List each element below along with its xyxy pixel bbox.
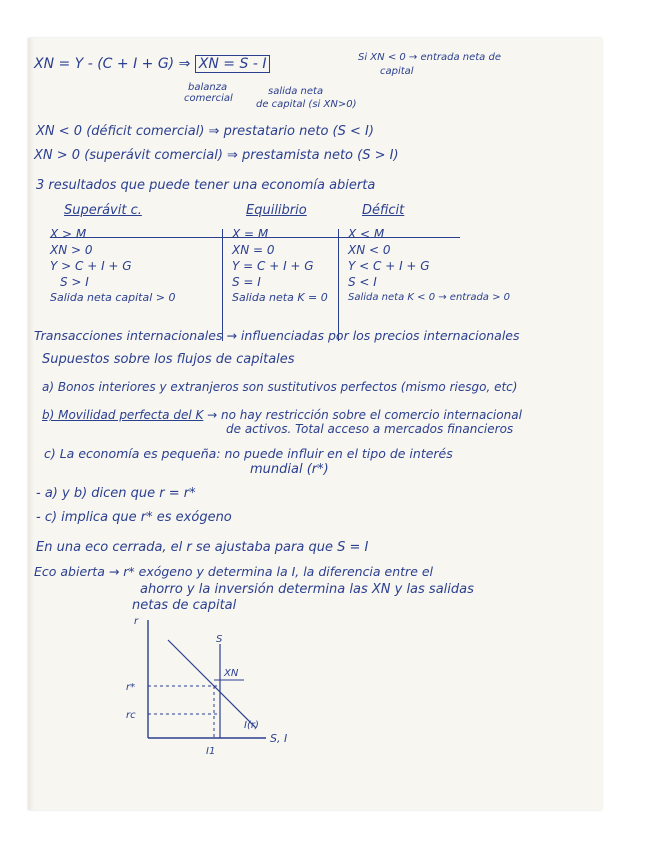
i1-label: I1: [206, 746, 216, 757]
table-cell: Y > C + I + G: [50, 259, 132, 273]
table-cell: X = M: [232, 227, 269, 241]
note-a: a) Bonos interiores y extranjeros son sustitutivos perfectos (mismo riesgo, etc): [42, 380, 518, 394]
note-abierta-2: ahorro y la inversión determina las XN y las salidas: [140, 582, 474, 597]
note-right-2: capital: [380, 66, 414, 77]
y-axis-label: r: [134, 616, 139, 627]
table-cell: Salida neta K = 0: [232, 291, 328, 304]
xn-label: XN: [224, 668, 239, 679]
note-ab: - a) y b) dicen que r = r*: [36, 486, 196, 501]
note-c-implica: - c) implica que r* es exógeno: [36, 510, 232, 525]
note-cerrada: En una eco cerrada, el r se ajustaba para que S = I: [36, 540, 369, 555]
table-cell: X > M: [50, 227, 87, 241]
label-balanza-2: comercial: [184, 93, 233, 104]
table-cell: S < I: [348, 275, 377, 289]
i-curve-label: I(r): [244, 720, 259, 731]
note-abierta-3: netas de capital: [132, 598, 237, 613]
table-column-superavit: [50, 203, 176, 306]
table-cell: S > I: [60, 275, 89, 289]
investment-curve: [168, 640, 256, 728]
r-star-label: r*: [126, 682, 136, 693]
note-c-line2: mundial (r*): [250, 462, 329, 477]
savings-investment-graph: [116, 610, 336, 760]
note-b-line1: [42, 408, 522, 422]
note-b-label: b) Movilidad perfecta del K: [42, 408, 204, 422]
table-divider-2: [338, 229, 339, 341]
note-b-line2: de activos. Total acceso a mercados financieros: [226, 422, 514, 436]
notebook-page: [28, 38, 602, 810]
results-title: 3 resultados que puede tener una economía abierta: [36, 178, 376, 193]
note-abierta-1: Eco abierta → r* exógeno y determina la I, la diferencia entre el: [34, 564, 434, 579]
table-cell: XN < 0: [348, 243, 391, 257]
equation-line: [34, 56, 270, 72]
label-salida-1: salida neta: [268, 86, 324, 97]
table-cell: Salida neta K < 0 → entrada > 0: [348, 292, 511, 303]
table-cell: XN = 0: [232, 243, 275, 257]
results-table: [50, 203, 540, 323]
label-salida-2: de capital (si XN>0): [256, 99, 357, 110]
table-cell: Y < C + I + G: [348, 259, 430, 273]
rule-deficit: XN < 0 (déficit comercial) ⇒ prestatario neto (S < I): [36, 124, 374, 139]
equation-box: XN = S - I: [195, 55, 271, 73]
table-cell: X < M: [348, 227, 385, 241]
table-divider-1: [222, 229, 223, 341]
table-cell: Y = C + I + G: [232, 259, 314, 273]
table-cell: XN > 0: [50, 243, 93, 257]
equation-left: XN = Y - (C + I + G) ⇒: [34, 56, 191, 72]
note-transacciones: Transacciones internacionales → influenciadas por los precios internacionales: [34, 328, 520, 343]
s-label: S: [216, 634, 223, 645]
x-axis-label: S, I: [270, 732, 288, 745]
note-b-rest: → no hay restricción sobre el comercio internacional: [207, 408, 522, 422]
note-right-1: Si XN < 0 → entrada neta de: [358, 52, 501, 63]
table-header: Superávit c.: [64, 203, 142, 218]
note-c-line1: c) La economía es pequeña: no puede influir en el tipo de interés: [44, 446, 453, 461]
note-supuestos: Supuestos sobre los flujos de capitales: [42, 352, 295, 367]
table-cell: S = I: [232, 275, 261, 289]
table-column-deficit: [348, 203, 510, 306]
r-c-label: rc: [126, 710, 136, 721]
table-header: Equilibrio: [246, 203, 307, 218]
label-balanza-1: balanza: [188, 82, 228, 93]
rule-superavit: XN > 0 (superávit comercial) ⇒ prestamista neto (S > I): [34, 148, 399, 163]
table-column-equilibrio: [232, 203, 328, 306]
table-cell: Salida neta capital > 0: [50, 291, 176, 304]
table-header: Déficit: [362, 203, 405, 218]
